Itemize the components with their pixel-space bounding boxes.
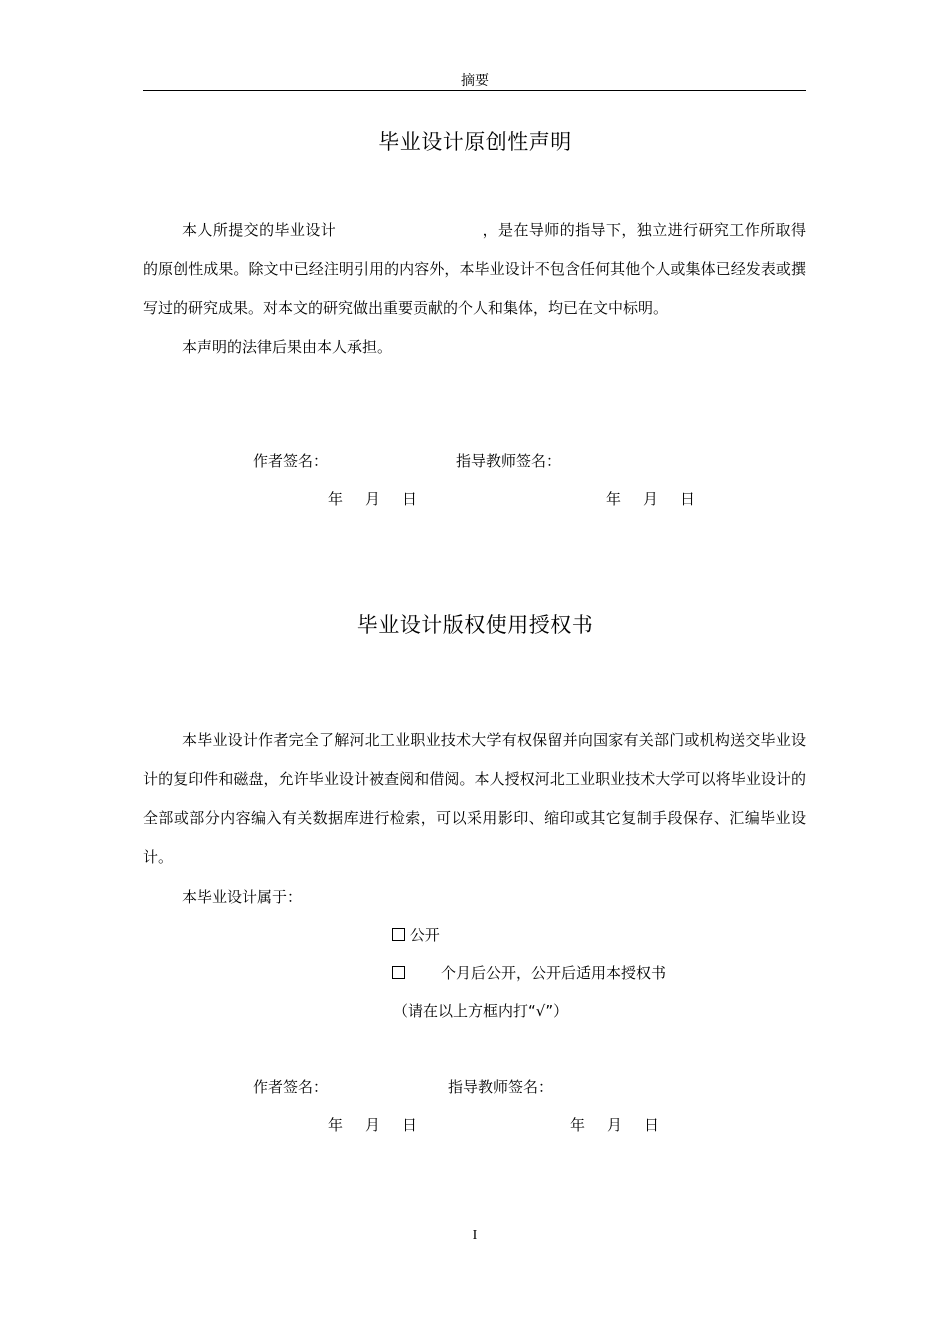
delayed-checkbox[interactable] [392,966,405,979]
checkbox-instruction: （请在以上方框内打“√”） [393,1002,569,1020]
declaration-advisor-date-day: 日 [680,490,696,508]
declaration-author-date-year: 年 [328,490,344,508]
declaration-paragraph-2: 本声明的法律后果由本人承担。 [182,338,393,356]
declaration-author-signature-label: 作者签名： [253,452,329,470]
belongs-label: 本毕业设计属于： [182,888,303,906]
declaration-advisor-date-year: 年 [606,490,622,508]
option-delayed [392,962,666,983]
declaration-para1-start: 本人所提交的毕业设计 [182,221,337,239]
option-delayed-label: 个月后公开，公开后适用本授权书 [441,964,667,982]
declaration-title: 毕业设计原创性声明 [378,130,572,154]
page-number: I [472,1228,478,1243]
authorization-author-date-day: 日 [402,1116,418,1134]
header-rule [143,90,806,91]
authorization-advisor-signature-label: 指导教师签名： [448,1078,554,1096]
declaration-advisor-signature-label: 指导教师签名： [456,452,562,470]
authorization-advisor-date-year: 年 [570,1116,586,1134]
authorization-title: 毕业设计版权使用授权书 [356,613,594,637]
declaration-author-date-day: 日 [402,490,418,508]
authorization-author-signature-label: 作者签名： [253,1078,329,1096]
authorization-paragraph: 本毕业设计作者完全了解河北工业职业技术大学有权保留并向国家有关部门或机构送交毕业设计的复印件和磁盘，允许毕业设计被查阅和借阅。本人授权河北工业职业技术大学可以将毕业设计的全部或部分内容编入有关数据库进行检索，可以采用影印、缩印或其它复制手段保存、汇编毕业设计。 [143,731,806,866]
authorization-author-date-year: 年 [328,1116,344,1134]
declaration-paragraph-1 [143,211,806,328]
public-checkbox[interactable] [392,928,405,941]
authorization-advisor-date-month: 月 [607,1116,623,1134]
authorization-author-date-month: 月 [365,1116,381,1134]
running-header: 摘要 [461,73,489,89]
declaration-author-date-month: 月 [365,490,381,508]
option-public [392,924,440,945]
declaration-advisor-date-month: 月 [643,490,659,508]
declaration-para1-rest: ，是在导师的指导下，独立进行研究工作所取得的原创性成果。除文中已经注明引用的内容外，本毕业设计不包含任何其他个人或集体已经发表或撰写过的研究成果。对本文的研究做出重要贡献的个人和集体，均已在文中标明。 [143,221,806,317]
option-public-label: 公开 [409,926,440,944]
authorization-advisor-date-day: 日 [644,1116,660,1134]
